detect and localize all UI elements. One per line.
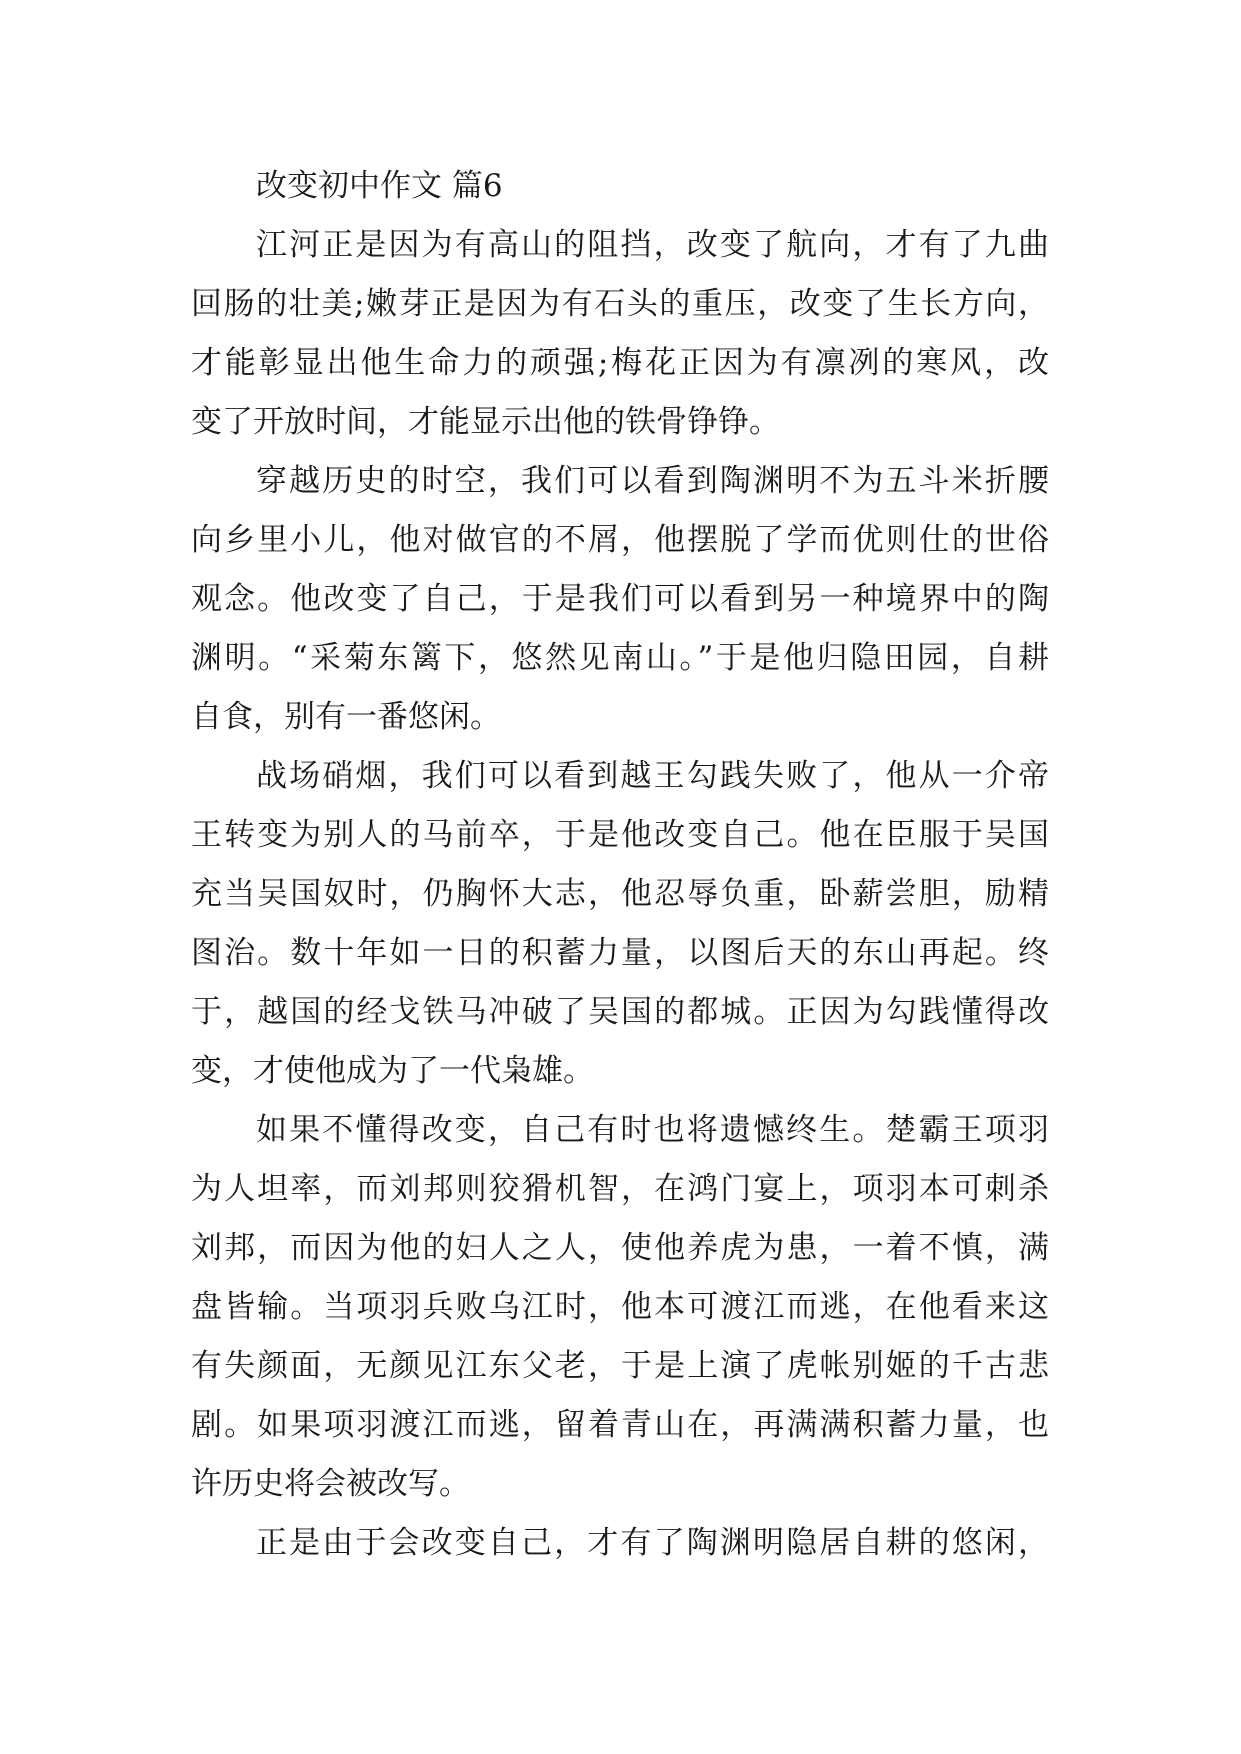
text-line: 为人坦率，而刘邦则狡猾机智，在鸿门宴上，项羽本可刺杀 bbox=[191, 1171, 1049, 1207]
text-line: 自食，别有一番悠闲。 bbox=[191, 699, 501, 735]
text-line: 剧。如果项羽渡江而逃，留着青山在，再满满积蓄力量，也 bbox=[191, 1407, 1049, 1443]
text-line: 战场硝烟，我们可以看到越王勾践失败了，他从一介帝 bbox=[256, 758, 1049, 794]
text-line: 有失颜面，无颜见江东父老，于是上演了虎帐别姬的千古悲 bbox=[191, 1348, 1049, 1384]
text-line: 江河正是因为有高山的阻挡，改变了航向，才有了九曲 bbox=[256, 227, 1049, 263]
text-line: 变了开放时间，才能显示出他的铁骨铮铮。 bbox=[191, 404, 780, 440]
text-line: 如果不懂得改变，自己有时也将遗憾终生。楚霸王项羽 bbox=[256, 1112, 1049, 1148]
text-line: 回肠的壮美;嫩芽正是因为有石头的重压，改变了生长方向， bbox=[191, 286, 1049, 322]
text-line: 观念。他改变了自己，于是我们可以看到另一种境界中的陶 bbox=[191, 581, 1049, 617]
text-line: 变，才使他成为了一代枭雄。 bbox=[191, 1053, 594, 1089]
text-line: 向乡里小儿，他对做官的不屑，他摆脱了学而优则仕的世俗 bbox=[191, 522, 1049, 558]
text-line: 穿越历史的时空，我们可以看到陶渊明不为五斗米折腰 bbox=[256, 463, 1049, 499]
text-line: 许历史将会被改写。 bbox=[191, 1466, 470, 1502]
essay-heading: 改变初中作文 篇6 bbox=[256, 168, 503, 204]
text-line: 盘皆输。当项羽兵败乌江时，他本可渡江而逃，在他看来这 bbox=[191, 1289, 1049, 1325]
text-line: 于，越国的经戈铁马冲破了吴国的都城。正因为勾践懂得改 bbox=[191, 994, 1049, 1030]
text-line: 正是由于会改变自己，才有了陶渊明隐居自耕的悠闲， bbox=[256, 1525, 1049, 1561]
text-line: 王转变为别人的马前卒，于是他改变自己。他在臣服于吴国 bbox=[191, 817, 1049, 853]
text-line: 刘邦，而因为他的妇人之人，使他养虎为患，一着不慎，满 bbox=[191, 1230, 1049, 1266]
text-line: 图治。数十年如一日的积蓄力量，以图后天的东山再起。终 bbox=[191, 935, 1049, 971]
text-line: 充当吴国奴时，仍胸怀大志，他忍辱负重，卧薪尝胆，励精 bbox=[191, 876, 1049, 912]
text-line: 渊明。“采菊东篱下，悠然见南山。”于是他归隐田园，自耕 bbox=[191, 640, 1049, 676]
text-line: 才能彰显出他生命力的顽强;梅花正因为有凛冽的寒风，改 bbox=[191, 345, 1049, 381]
